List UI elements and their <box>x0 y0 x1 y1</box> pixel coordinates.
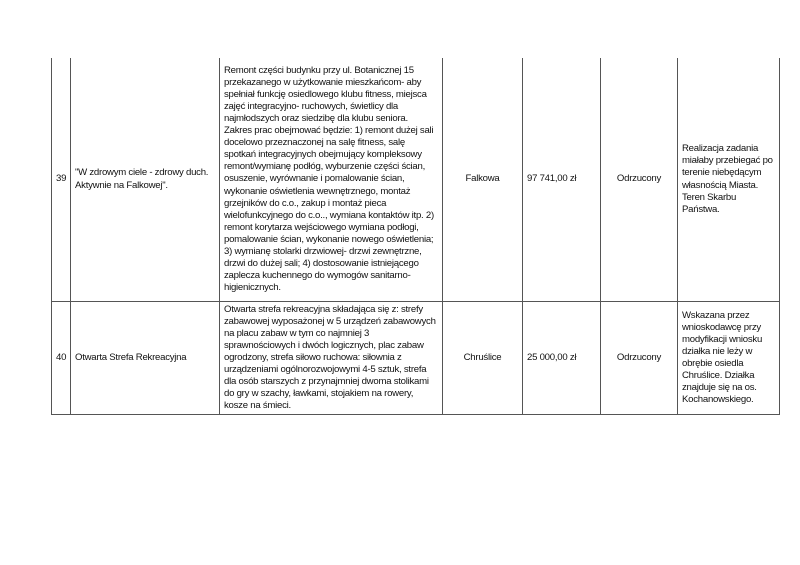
row-number: 39 <box>52 58 71 302</box>
project-location: Chruślice <box>443 302 523 415</box>
table-row <box>52 302 780 415</box>
project-status: Odrzucony <box>601 302 678 415</box>
project-location: Falkowa <box>443 58 523 302</box>
row-number: 40 <box>52 302 71 415</box>
table-row <box>52 58 780 302</box>
rejection-reason: Realizacja zadania miałaby przebiegać po terenie niebędącym własnością Miasta. Teren Skarbu Państwa. <box>678 58 780 302</box>
project-description: Otwarta strefa rekreacyjna składająca się z: strefy zabawowej wyposażonej w 5 urządzeń zabawowych na placu zabaw w tym co najmniej 3 sprawnościowych i dwóch logicznych, plac zabaw ogrodzony, strefa siłowo ruchowa: siłownia z urządzeniami ogólnorozwojowymi 4-5 sztuk, strefa dla osób starszych z przynajmniej dwoma stolikami do gry w szachy, ławkami, stojakiem na rowery, kosze na śmieci. <box>220 302 443 415</box>
rejection-reason: Wskazana przez wnioskodawcę przy modyfikacji wniosku działka nie leży w obrębie osiedla Chruślice. Działka znajduje się na os. Kochanowskiego. <box>678 302 780 415</box>
project-description: Remont części budynku przy ul. Botanicznej 15 przekazanego w użytkowanie mieszkańcom- aby spełniał funkcję osiedlowego klubu fitness, miejsca zajęć integracyjno- ruchowych, świetlicy dla najmłodszych oraz siedzibę dla klubu seniora. Zakres prac obejmować będzie: 1) remont dużej sali docelowo przeznaczonej na salę fitness, salę spotkań integracyjnych obejmujący kompleksowy remont/wymianę podłóg, wyburzenie części ścian, osuszenie, wyrównanie i pomalowanie ścian, wykonanie oświetlenia wewnętrznego, montaż grzejników do c.o., zakup i montaż pieca wielofunkcyjnego do c.o.., wymiana kontaktów itp. 2) remont korytarza wejściowego wymiana podłogi, pomalowanie ścian, wykonanie nowego oświetlenia; 3) wymianę stolarki drzwiowej- drzwi zewnętrzne, drzwi do dużej sali; 4) dostosowanie istniejącego zaplecza kuchennego do wymogów sanitarno-higienicznych. <box>220 58 443 302</box>
project-amount: 97 741,00 zł <box>523 58 601 302</box>
projects-table <box>51 58 780 415</box>
project-status: Odrzucony <box>601 58 678 302</box>
project-title: Otwarta Strefa Rekreacyjna <box>71 302 220 415</box>
project-title: "W zdrowym ciele - zdrowy duch. Aktywnie na Falkowej". <box>71 58 220 302</box>
project-amount: 25 000,00 zł <box>523 302 601 415</box>
